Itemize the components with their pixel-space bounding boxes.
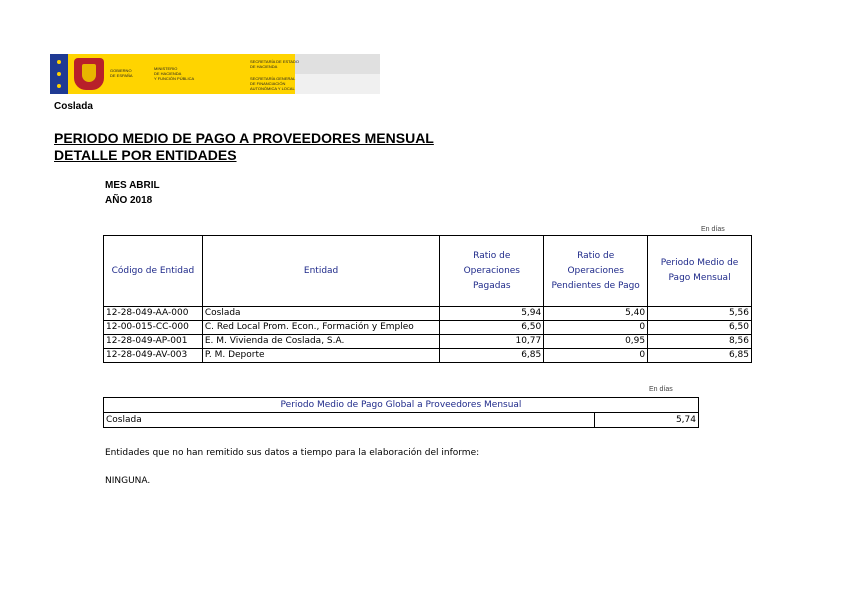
ratio-pending: 0: [544, 321, 648, 335]
ratio-paid: 6,50: [440, 321, 544, 335]
table-row: [104, 307, 752, 321]
ratio-pending: 0,95: [544, 335, 648, 349]
monthly-pmp: 5,56: [648, 307, 752, 321]
global-entity: Coslada: [104, 413, 595, 428]
government-logo: [50, 54, 330, 94]
logo-text-secretaria-general: SECRETARÍA GENERAL DE FINANCIACIÓN AUTONÓMICA Y LOCAL: [250, 76, 296, 91]
missing-entities-value: NINGUNA.: [105, 476, 151, 486]
logo-text-secretaria-estado: SECRETARÍA DE ESTADO DE HACIENDA: [250, 59, 299, 69]
table-header-row: [104, 236, 752, 307]
logo-text-gobierno: GOBIERNO DE ESPAÑA: [110, 68, 133, 78]
global-table: [103, 397, 699, 428]
eu-flag-icon: [50, 54, 68, 94]
monthly-pmp: 6,85: [648, 349, 752, 363]
report-month: MES ABRIL: [105, 180, 160, 191]
column-header: Ratio de Operaciones Pendientes de Pago: [544, 236, 648, 307]
page-subtitle: DETALLE POR ENTIDADES: [54, 147, 237, 163]
ratio-pending: 0: [544, 349, 648, 363]
detail-table: [103, 235, 752, 363]
units-label: En días: [701, 226, 725, 233]
logo-text-ministerio: MINISTERIO DE HACIENDA Y FUNCIÓN PÚBLICA: [154, 66, 195, 81]
table-row: [104, 321, 752, 335]
monthly-pmp: 6,50: [648, 321, 752, 335]
column-header: Ratio de Operaciones Pagadas: [440, 236, 544, 307]
missing-entities-note: Entidades que no han remitido sus datos a tiempo para la elaboración del informe:: [105, 448, 480, 458]
report-year: AÑO 2018: [105, 195, 153, 206]
ratio-pending: 5,40: [544, 307, 648, 321]
entity-code: 12-28-049-AA-000: [104, 307, 203, 321]
entity-name: Coslada: [202, 307, 440, 321]
entity-code: 12-00-015-CC-000: [104, 321, 203, 335]
table-row: [104, 349, 752, 363]
global-header-row: [104, 398, 699, 413]
table-row: [104, 413, 699, 428]
ratio-paid: 5,94: [440, 307, 544, 321]
entity-name: P. M. Deporte: [202, 349, 440, 363]
entity-name: E. M. Vivienda de Coslada, S.A.: [202, 335, 440, 349]
column-header: Código de Entidad: [104, 236, 203, 307]
table-row: [104, 335, 752, 349]
units-label-global: En días: [649, 386, 673, 393]
ratio-paid: 6,85: [440, 349, 544, 363]
city-name: Coslada: [54, 101, 93, 112]
ratio-paid: 10,77: [440, 335, 544, 349]
global-value: 5,74: [595, 413, 699, 428]
monthly-pmp: 8,56: [648, 335, 752, 349]
column-header: Entidad: [202, 236, 440, 307]
entity-code: 12-28-049-AV-003: [104, 349, 203, 363]
entity-code: 12-28-049-AP-001: [104, 335, 203, 349]
global-header: Periodo Medio de Pago Global a Proveedores Mensual: [104, 398, 699, 413]
column-header: Periodo Medio de Pago Mensual: [648, 236, 752, 307]
entity-name: C. Red Local Prom. Econ., Formación y Empleo: [202, 321, 440, 335]
page-title: PERIODO MEDIO DE PAGO A PROVEEDORES MENSUAL: [54, 130, 434, 146]
coat-of-arms-icon: [74, 58, 104, 90]
